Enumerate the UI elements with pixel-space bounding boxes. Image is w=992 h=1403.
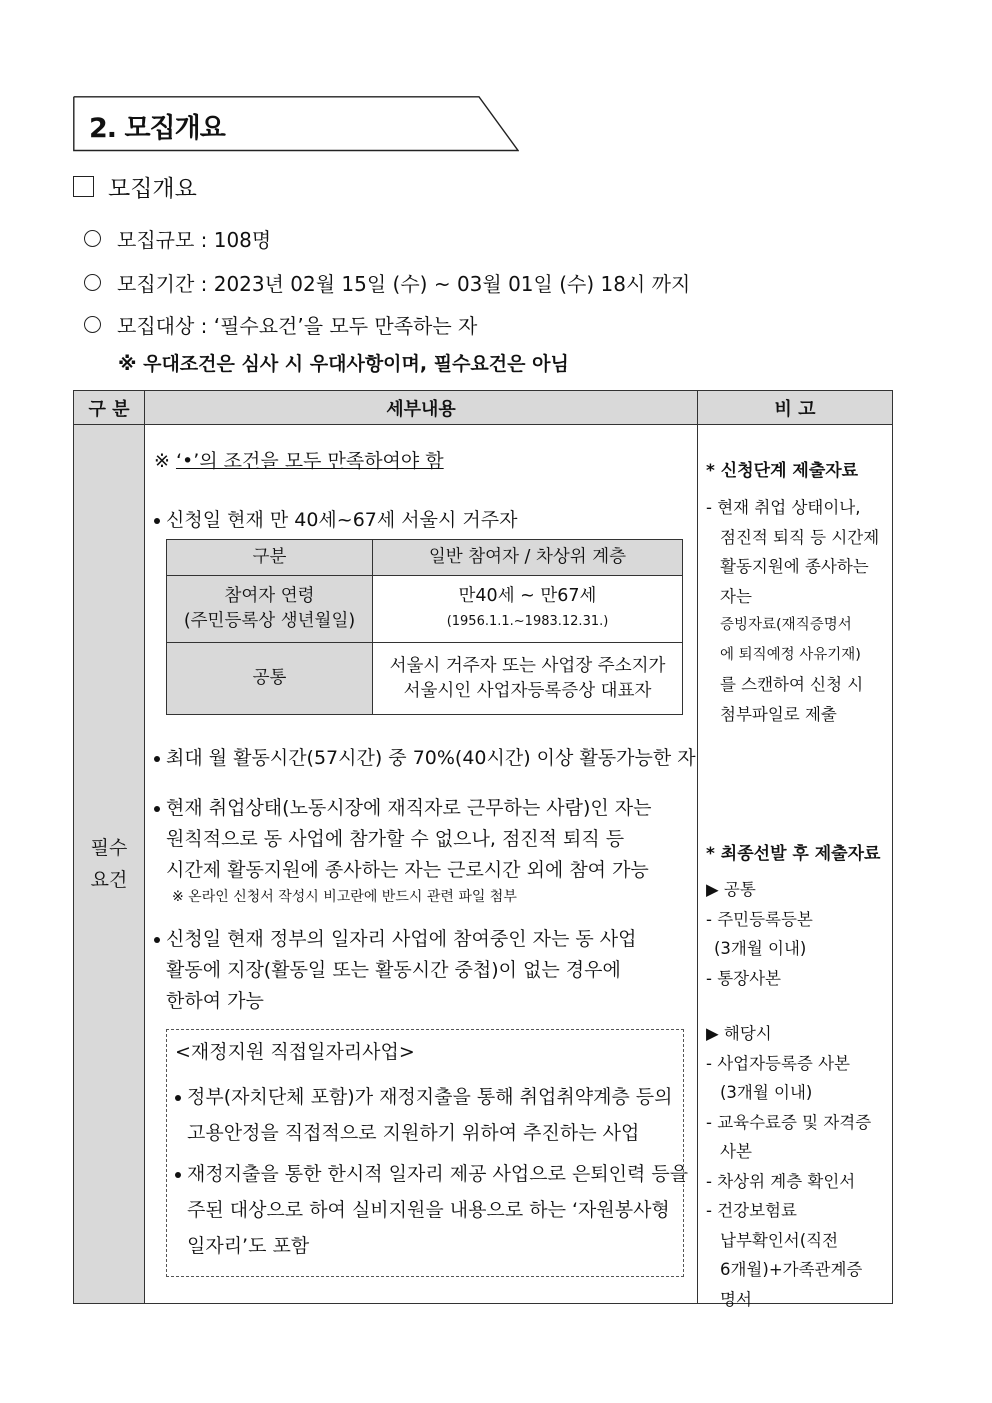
inner-header: 구분 [167,540,373,576]
remarks-line: 6개월)+가족관계증 [720,1260,863,1279]
attachment-note: ※ 온라인 신청서 작성시 비고란에 반드시 관련 파일 첨부 [172,889,517,905]
item-text: 모집규모 : 108명 [117,228,272,252]
age-table [166,539,683,715]
row-label-line: 요건 [90,869,128,891]
inner-header: 일반 참여자 / 차상위 계층 [373,540,683,576]
box-item-text: 주된 대상으로 하여 실비지원을 내용으로 하는 ‘자원봉사형 [187,1199,670,1221]
remarks-line: 자는 [720,586,752,606]
box-item-text: 고용안정을 직접적으로 지원하기 위하여 추진하는 사업 [187,1122,640,1144]
inner-value-line: 서울시 거주자 또는 사업장 주소지가 [389,655,666,676]
row-label [74,425,145,1304]
header-remarks: 비 고 [698,391,893,425]
requirements-table [73,390,893,1309]
remarks-title: * 신청단계 제출자료 [706,461,859,481]
bullet-dot-icon [154,937,160,943]
bullet-dot-icon [154,518,160,524]
remarks-cell [698,425,893,1309]
inner-label-line: (주민등록상 생년월일) [183,611,356,631]
condition-prefix: ※ [154,450,176,472]
section-heading [73,96,519,152]
list-item [84,268,690,297]
inner-value [373,643,683,715]
remarks-line: - 차상위 계층 확인서 [706,1171,856,1191]
header-category: 구 분 [74,391,145,425]
remarks-line: 납부확인서(직전 [720,1230,839,1250]
remarks-subtitle: ▶ 해당시 [706,1024,772,1043]
remarks-line: 활동지원에 종사하는 [720,557,869,576]
item-text: 모집기간 : 2023년 02월 15일 (수) ~ 03월 01일 (수) 18시 까지 [117,272,691,296]
inner-label-line: 참여자 연령 [224,586,315,606]
remarks-line: - 통장사본 [706,968,781,988]
remarks-line: - 교육수료증 및 자격증 [706,1112,872,1132]
details-cell [145,425,698,1304]
remarks-line: 사본 [720,1142,752,1161]
header-details: 세부내용 [145,391,698,425]
box-item-text: 재정지출을 통한 한시적 일자리 제공 사업으로 은퇴인력 등을 [187,1163,689,1185]
row-label-line: 필수 [90,837,128,859]
inner-label [167,576,373,643]
box-title: <재정지원 직접일자리사업> [175,1041,415,1063]
remarks-line: 에 퇴직예정 사유기재) [720,646,861,663]
bullet-text: 시간제 활동지원에 종사하는 자는 근로시간 외에 참여 가능 [166,859,649,881]
bullet-dot-icon [175,1172,181,1178]
bullet-text: 신청일 현재 만 40세~67세 서울시 거주자 [166,509,518,531]
list-item [84,310,477,339]
box-item-text: 정부(자치단체 포함)가 재정지출을 통해 취업취약계층 등의 [187,1086,673,1108]
item-text: 모집대상 : ‘필수요건’을 모두 만족하는 자 [117,314,478,338]
bullet-dot-icon [175,1095,181,1101]
remarks-line: 증빙자료(재직증명서 [720,617,852,633]
inner-value-line: (1956.1.1.~1983.12.31.) [446,614,609,629]
remarks-list [706,875,813,993]
remarks-list [706,493,879,729]
section-title: 2. 모집개요 [89,113,225,144]
bullet-text: 최대 월 활동시간(57시간) 중 70%(40시간) 이상 활동가능한 자 [166,747,696,769]
remarks-list [706,1019,871,1314]
bullet-text: 원칙적으로 동 사업에 참가할 수 없으나, 점진적 퇴직 등 [166,828,625,850]
remarks-title: * 최종선발 후 제출자료 [706,844,881,864]
bullet-dot-icon [154,806,160,812]
remarks-line: 를 스캔하여 신청 시 [720,675,864,694]
bullet-item [154,924,636,1017]
square-bullet-icon [73,176,94,197]
inner-label: 공통 [167,643,373,715]
remarks-line: 첨부파일로 제출 [720,704,837,724]
subheading-text: 모집개요 [108,176,197,202]
bullet-item [154,743,696,770]
note: ※ 우대조건은 심사 시 우대사항이며, 필수요건은 아님 [118,353,569,375]
remarks-line: - 현재 취업 상태이나, [706,498,861,517]
inner-value-line: 서울시인 사업자등록증상 대표자 [403,680,652,701]
bullet-text: 신청일 현재 정부의 일자리 사업에 참여중인 자는 동 사업 [166,928,637,950]
bullet-item [154,505,517,532]
bullet-text: 현재 취업상태(노동시장에 재직자로 근무하는 사람)인 자는 [166,797,652,819]
circle-bullet-icon [84,274,101,291]
subheading [73,170,197,203]
bullet-dot-icon [154,756,160,762]
remarks-line: 명서 [720,1289,752,1309]
box-item [175,1156,688,1264]
list-item [84,224,271,253]
bullet-text: 활동에 지장(활동일 또는 활동시간 중첩)이 없는 경우에 [166,959,621,981]
remarks-line: 점진적 퇴직 등 시간제 [720,527,880,547]
remarks-line: (3개월 이내) [720,1083,813,1102]
inner-value [373,576,683,643]
condition-note [154,446,444,473]
box-item [175,1079,673,1151]
bullet-item [154,793,652,886]
circle-bullet-icon [84,316,101,333]
circle-bullet-icon [84,230,101,247]
condition-text: ‘•’의 조건을 모두 만족하여야 함 [175,450,444,472]
remarks-subtitle: ▶ 공통 [706,880,756,899]
remarks-line: (3개월 이내) [714,939,807,958]
inner-value-line: 만40세 ~ 만67세 [458,586,597,606]
remarks-line: - 주민등록등본 [706,909,813,929]
remarks-line: - 건강보험료 [706,1201,797,1220]
box-item-text: 일자리’도 포함 [187,1235,310,1257]
direct-jobs-box [166,1029,689,1277]
bullet-text: 한하여 가능 [166,990,264,1012]
remarks-line: - 사업자등록증 사본 [706,1053,850,1073]
